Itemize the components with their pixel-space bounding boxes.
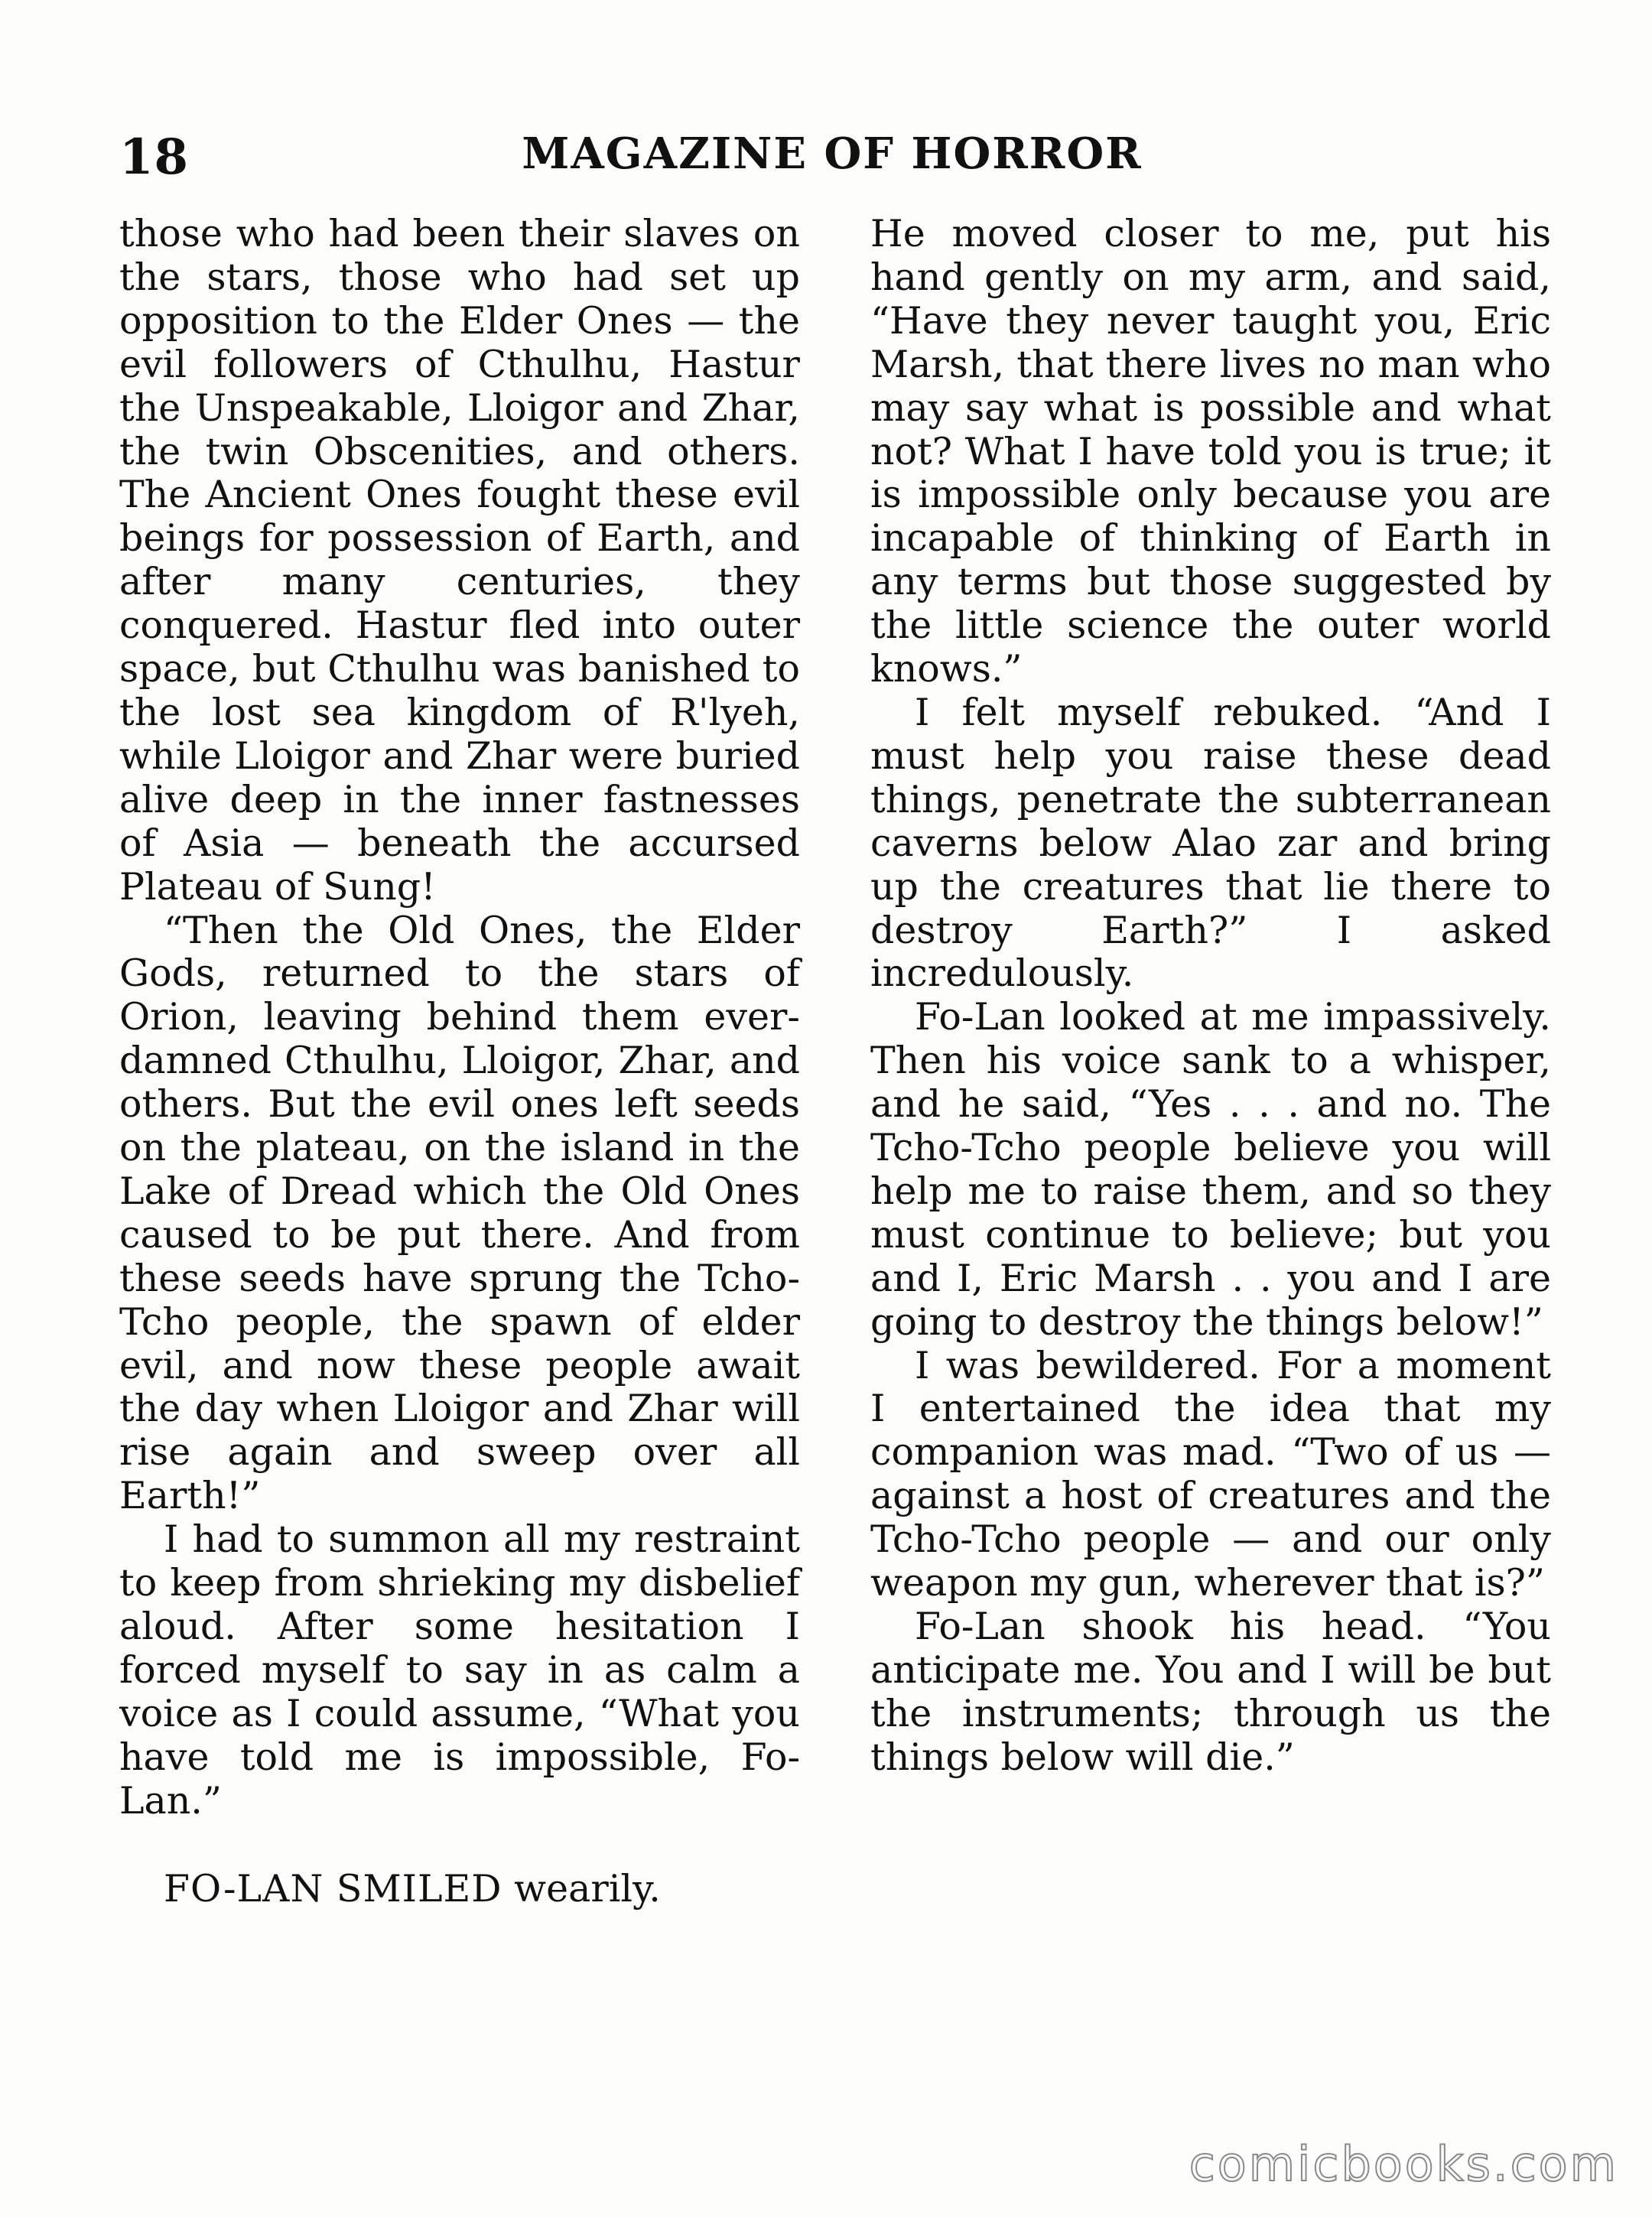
watermark-logo: comicbooks.com [1189,2136,1618,2192]
running-head: MAGAZINE OF HORROR [522,128,1143,179]
right-paragraph-5: Fo-Lan shook his head. “You anticipate me. You and I will be but the instruments; through us the things below will die.” [870,1605,1551,1779]
right-paragraph-1: He moved closer to me, put his hand gently on my arm, and said, “Have they never taught you, Eric Marsh, that there lives no man who may say what is possible and what not? What I have told you is true; it is impossible only because you are incapable of thinking of Earth in any terms but those suggested by the little science the outer world knows.” [870,212,1551,691]
page-header [119,128,1545,197]
section-lead-rest: wearily. [502,1866,661,1911]
left-paragraph-4 [119,1868,800,1911]
section-lead-in: FO-LAN SMILED [164,1866,502,1911]
left-paragraph-3: I had to summon all my restraint to keep from shrieking my disbelief aloud. After some hesitation I forced myself to say in as calm a voice as I could assume, “What you have told me is impossible, Fo-Lan.” [119,1517,800,1823]
right-paragraph-2: I felt myself rebuked. “And I must help you raise these dead things, penetrate the subterranean caverns below Alao zar and bring up the creatures that lie there to destroy Earth?” I asked incredulously. [870,690,1551,996]
right-paragraph-3: Fo-Lan looked at me impassively. Then his voice sank to a whisper, and he said, “Yes . . . and no. The Tcho-Tcho people believe you will help me to raise them, and so they must continue to believe; but you and I, Eric Marsh . . you and I are going to destroy the things below!” [870,995,1551,1344]
left-paragraph-2: “Then the Old Ones, the Elder Gods, returned to the stars of Orion, leaving behind them ever-damned Cthulhu, Lloigor, Zhar, and others. But the evil ones left seeds on the plateau, on the island in the Lake of Dread which the Old Ones caused to be put there. And from these seeds have sprung the Tcho-Tcho people, the spawn of elder evil, and now these people await the day when Lloigor and Zhar will rise again and sweep over all Earth!” [119,908,800,1518]
page-number: 18 [119,128,190,186]
left-column [119,213,800,1911]
right-paragraph-4: I was bewildered. For a moment I entertained the idea that my companion was mad. “Two of us — against a host of creatures and the Tcho-Tcho people — and our only weapon my gun, wherever that is?” [870,1343,1551,1605]
left-paragraph-1: those who had been their slaves on the stars, those who had set up opposition to the Elder Ones — the evil followers of Cthulhu, Hastur the Unspeakable, Lloigor and Zhar, the twin Obscenities, and others. The Ancient Ones fought these evil beings for possession of Earth, and after many centuries, they conquered. Hastur fled into outer space, but Cthulhu was banished to the lost sea kingdom of R'lyeh, while Lloigor and Zhar were buried alive deep in the inner fastnesses of Asia — beneath the accursed Plateau of Sung! [119,212,800,909]
right-column [870,213,1551,1780]
